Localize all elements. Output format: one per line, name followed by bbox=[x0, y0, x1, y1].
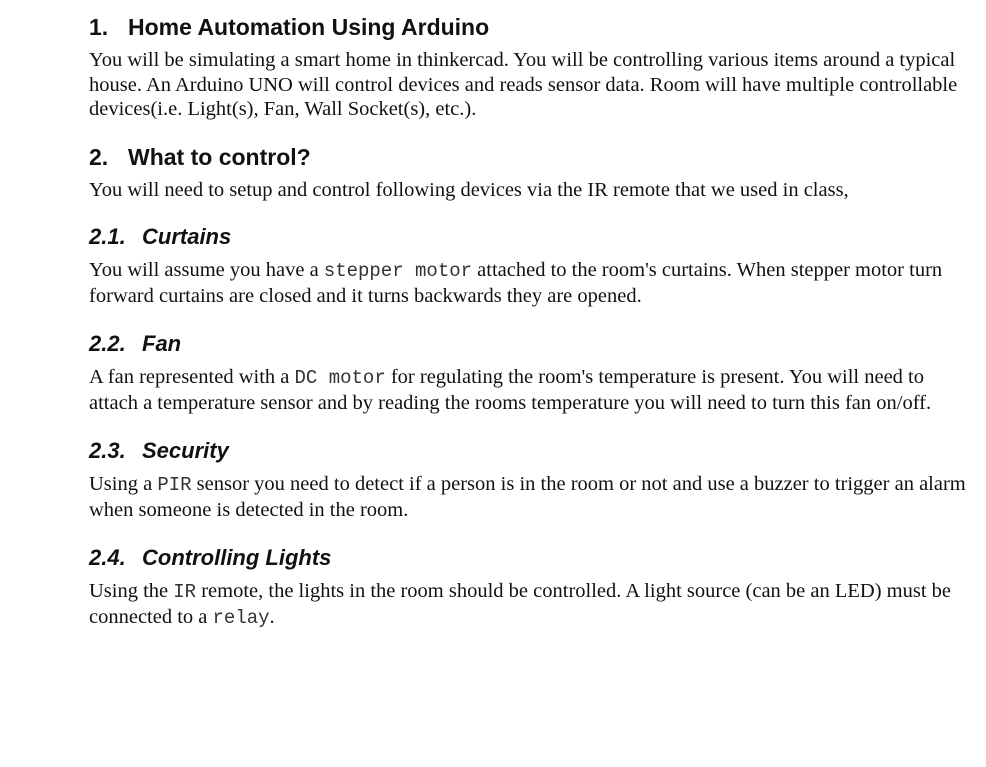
subsection-heading bbox=[89, 436, 969, 466]
section-heading bbox=[89, 12, 969, 42]
body-text: for regulating the room's temperature is present. You will need to attach a temperature sensor and by reading the rooms temperature you will need to turn this fan on/off. bbox=[89, 366, 932, 414]
document-page bbox=[89, 12, 969, 630]
subsection-number: 2.3. bbox=[89, 438, 126, 463]
subsection-title: Controlling Lights bbox=[142, 545, 332, 570]
body-text: A fan represented with a bbox=[89, 366, 295, 388]
subsection-heading bbox=[89, 543, 969, 573]
section-heading bbox=[89, 142, 969, 172]
inline-code: IR bbox=[173, 581, 197, 603]
section-home-automation bbox=[89, 12, 969, 122]
subsection-heading bbox=[89, 329, 969, 359]
body-text: remote, the lights in the room should be controlled. A light source (can be an LED) must be connected to a bbox=[89, 580, 952, 628]
section-what-to-control bbox=[89, 142, 969, 203]
body-text: Using a bbox=[89, 473, 158, 495]
section-body: You will need to setup and control following devices via the IR remote that we used in class, bbox=[89, 178, 849, 201]
section-number: 2. bbox=[89, 143, 109, 170]
section-body: You will be simulating a smart home in thinkercad. You will be controlling various items around a typical house. An Arduino UNO will control devices and reads sensor data. Room will have multiple controllable devices(i.e. Light(s), Fan, Wall Socket(s), etc.). bbox=[89, 49, 958, 120]
section-fan bbox=[89, 329, 969, 415]
section-security bbox=[89, 436, 969, 522]
subsection-heading bbox=[89, 222, 969, 252]
inline-code: relay bbox=[212, 606, 270, 629]
inline-code: DC motor bbox=[294, 367, 386, 389]
inline-code: PIR bbox=[157, 474, 192, 496]
body-text: . bbox=[269, 605, 275, 628]
subsection-number: 2.2. bbox=[89, 331, 126, 356]
section-title: Home Automation Using Arduino bbox=[128, 14, 490, 40]
body-text: You will assume you have a bbox=[89, 259, 324, 281]
body-text: attached to the room's curtains. When stepper motor turn forward curtains are closed and it turns backwards they are opened. bbox=[89, 259, 943, 307]
subsection-title: Curtains bbox=[142, 224, 232, 249]
subsection-body bbox=[89, 258, 969, 308]
body-text: sensor you need to detect if a person is in the room or not and use a buzzer to trigger an alarm when someone is detected in the room. bbox=[89, 473, 966, 521]
subsection-title: Fan bbox=[142, 331, 182, 356]
subsection-body bbox=[89, 365, 969, 415]
section-title: What to control? bbox=[128, 143, 311, 170]
subsection-number: 2.1. bbox=[89, 224, 126, 249]
subsection-title: Security bbox=[142, 438, 229, 463]
section-controlling-lights bbox=[89, 543, 969, 630]
inline-code: stepper motor bbox=[323, 260, 473, 282]
subsection-number: 2.4. bbox=[89, 545, 126, 570]
section-curtains bbox=[89, 222, 969, 308]
body-text: Using the bbox=[89, 580, 174, 602]
subsection-body bbox=[89, 579, 969, 630]
subsection-body bbox=[89, 472, 969, 522]
section-number: 1. bbox=[89, 14, 109, 40]
